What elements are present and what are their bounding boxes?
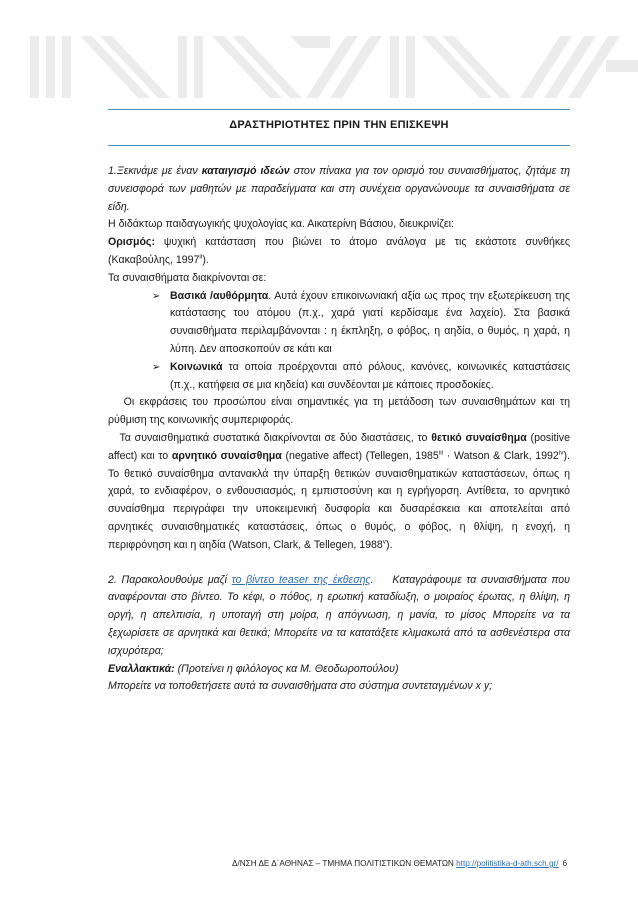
alternative-label: Εναλλακτικά: (108, 662, 175, 675)
heading-bottom-rule (108, 145, 570, 146)
paragraph-categories-intro: Τα συναισθήματα διακρίνονται σε: (108, 271, 267, 284)
arrow-bullet-icon: ➢ (152, 290, 161, 302)
paragraph-alternative (108, 661, 570, 679)
page-number: 6 (562, 859, 568, 868)
definition-label: Ορισμός: (108, 236, 155, 249)
section-heading: ΔΡΑΣΤΗΡΙΟΤΗΤΕΣ ΠΡΙΝ ΤΗΝ ΕΠΙΣΚΕΨΗ (229, 119, 449, 131)
video-activity-text: . Καταγράφουμε τα συναισθήματα που αναφέρονται στο βίντεο. Το κέφι, ο πόθος, η ερωτική καταδίωξη, ο μοιραίος έρωτας, η θλίψη, η οργή, η απελπισία, η υποταγή στη μοίρα, η απόγνωση, η μανία, το μίσος Μπορείτε να τα ξεχωρίσετε σε αρνητικά και θετικά; Μπορείτε να τα κατατάξετε κλιμακωτά από τα ασθενέστερα στα ισχυρότερα; (108, 573, 573, 657)
video-activity-lead: 2. Παρακολουθούμε μαζί (108, 573, 232, 586)
decorative-header-banner (0, 0, 638, 100)
affect-text-e: · Watson & Clark, 1992 (443, 449, 559, 462)
bullet-basic-text: . Αυτά έχουν επικοινωνιακή αξία ως προς την εξωτερίκευση της κατάστασης του ατόμου (π.χ., χαρά γιατί κερδίσαμε ένα λαχείο). Στα βασικά συναισθήματα περιλαμβάνονται : η έκπληξη, ο φόβος, η αηδία, ο θυμός, η χαρά, η λύπη. Δεν αποσκοπούν σε κάτι και (170, 289, 570, 355)
footer-website-link[interactable]: http://politistika-d-ath.sch.gr/ (456, 859, 559, 868)
positive-affect-term: θετικό συναίσθημα (431, 431, 527, 444)
affect-text-d: (negative affect) (Tellegen, 1985 (281, 449, 439, 462)
affect-text-c: (positive affect) και το (108, 431, 573, 462)
citation-marker-iii: iii (438, 449, 444, 457)
brainstorm-keyword: καταιγισμό ιδεών (201, 165, 290, 177)
citation-marker-iv: iv (558, 449, 564, 457)
paragraph-psychologist: Η διδάκτωρ παιδαγωγικής ψυχολογίας κα. Αικατερίνη Βάσιου, διευκρινίζει: (108, 218, 454, 231)
arrow-bullet-icon: ➢ (152, 361, 161, 373)
paragraph-affect-dimensions (108, 430, 573, 555)
definition-text: ψυχική κατάσταση που βιώνει το άτομο ανάλογα με τις εκάστοτε συνθήκες (Κακαβούλης, 1997 (108, 236, 570, 266)
bullet-social-emotions (108, 359, 570, 395)
definition-end: ). (202, 253, 209, 266)
affect-text-g: ). (386, 538, 393, 551)
bullet-basic-emotions (108, 288, 570, 359)
affect-text-f: ). Το θετικό συναίσθημα αντανακλά την ύπαρξη θετικών συναισθηματικών καταστάσεων, όπως η χαρά, το ενδιαφέρον, ο ενθουσιασμός, η εμπιστοσύνη και η εγρήγορση. Αντίθετα, το αρνητικό συναίσθημα περιγράφει την υποκειμενική δυσφορία και δυσαρέσκεια και αποτελείται από αρνητικές συναισθηματικές καταστάσεις, όπως ο θυμός, ο φόβος, η θλίψη, η ενοχή, η περιφρόνηση και η αηδία (Watson, Clark, & Tellegen, 1988 (108, 449, 573, 551)
paragraph-spacer (108, 555, 570, 572)
paragraph-coordinates: Μπορείτε να τοποθετήσετε αυτά τα συναισθήματα στο σύστημα συντεταγμένων x y; (108, 680, 493, 693)
bullet-social-label: Κοινωνικά (170, 360, 223, 373)
citation-marker-v: v (382, 538, 387, 546)
paragraph-definition (108, 234, 570, 270)
paragraph-facial-expressions: Οι εκφράσεις του προσώπου είναι σημαντικές για τη μετάδοση των συναισθημάτων και τη ρύθμιση της κοινωνικής συμπεριφοράς. (108, 396, 573, 427)
brainstorm-text: στον πίνακα για τον ορισμό του συναισθήματος, ζητάμε τη συνεισφορά των μαθητών με παραδείγματα και στη συνέχεια οργανώνουμε τα συναισθήματα σε είδη. (108, 165, 570, 213)
brainstorm-lead: 1.Ξεκινάμε με έναν (108, 165, 202, 177)
alternative-text: (Προτείνει η φιλόλογος κα Μ. Θεοδωροπούλου) (174, 662, 399, 675)
bullet-social-text: τα οποία προέρχονται από ρόλους, κανόνες, κοινωνικές καταστάσεις (π.χ., κατήφεια σε μια κηδεία) και συνδέονται με κάποιες προσδοκίες. (170, 360, 570, 391)
bullet-basic-label: Βασικά /αυθόρμητα (170, 289, 269, 302)
affect-text-a: Τα συναισθηματικά συστατικά διακρίνονται σε δύο διαστάσεις, το (108, 431, 432, 444)
citation-marker-ii: ii (199, 253, 203, 261)
paragraph-video-activity (108, 572, 573, 661)
heading-top-rule (108, 109, 570, 110)
footer-department: Δ/ΝΣΗ ΔΕ Δ΄ΑΘΗΝΑΣ – ΤΜΗΜΑ ΠΟΛΙΤΙΣΤΙΚΩΝ ΘΕΜΑΤΩΝ (232, 859, 457, 868)
teaser-video-link[interactable]: το βίντεο teaser της έκθεσης (231, 573, 371, 586)
negative-affect-term: αρνητικό συναίσθημα (171, 449, 282, 462)
document-body (108, 163, 573, 696)
page-footer (232, 859, 602, 868)
paragraph-brainstorm (108, 163, 570, 216)
